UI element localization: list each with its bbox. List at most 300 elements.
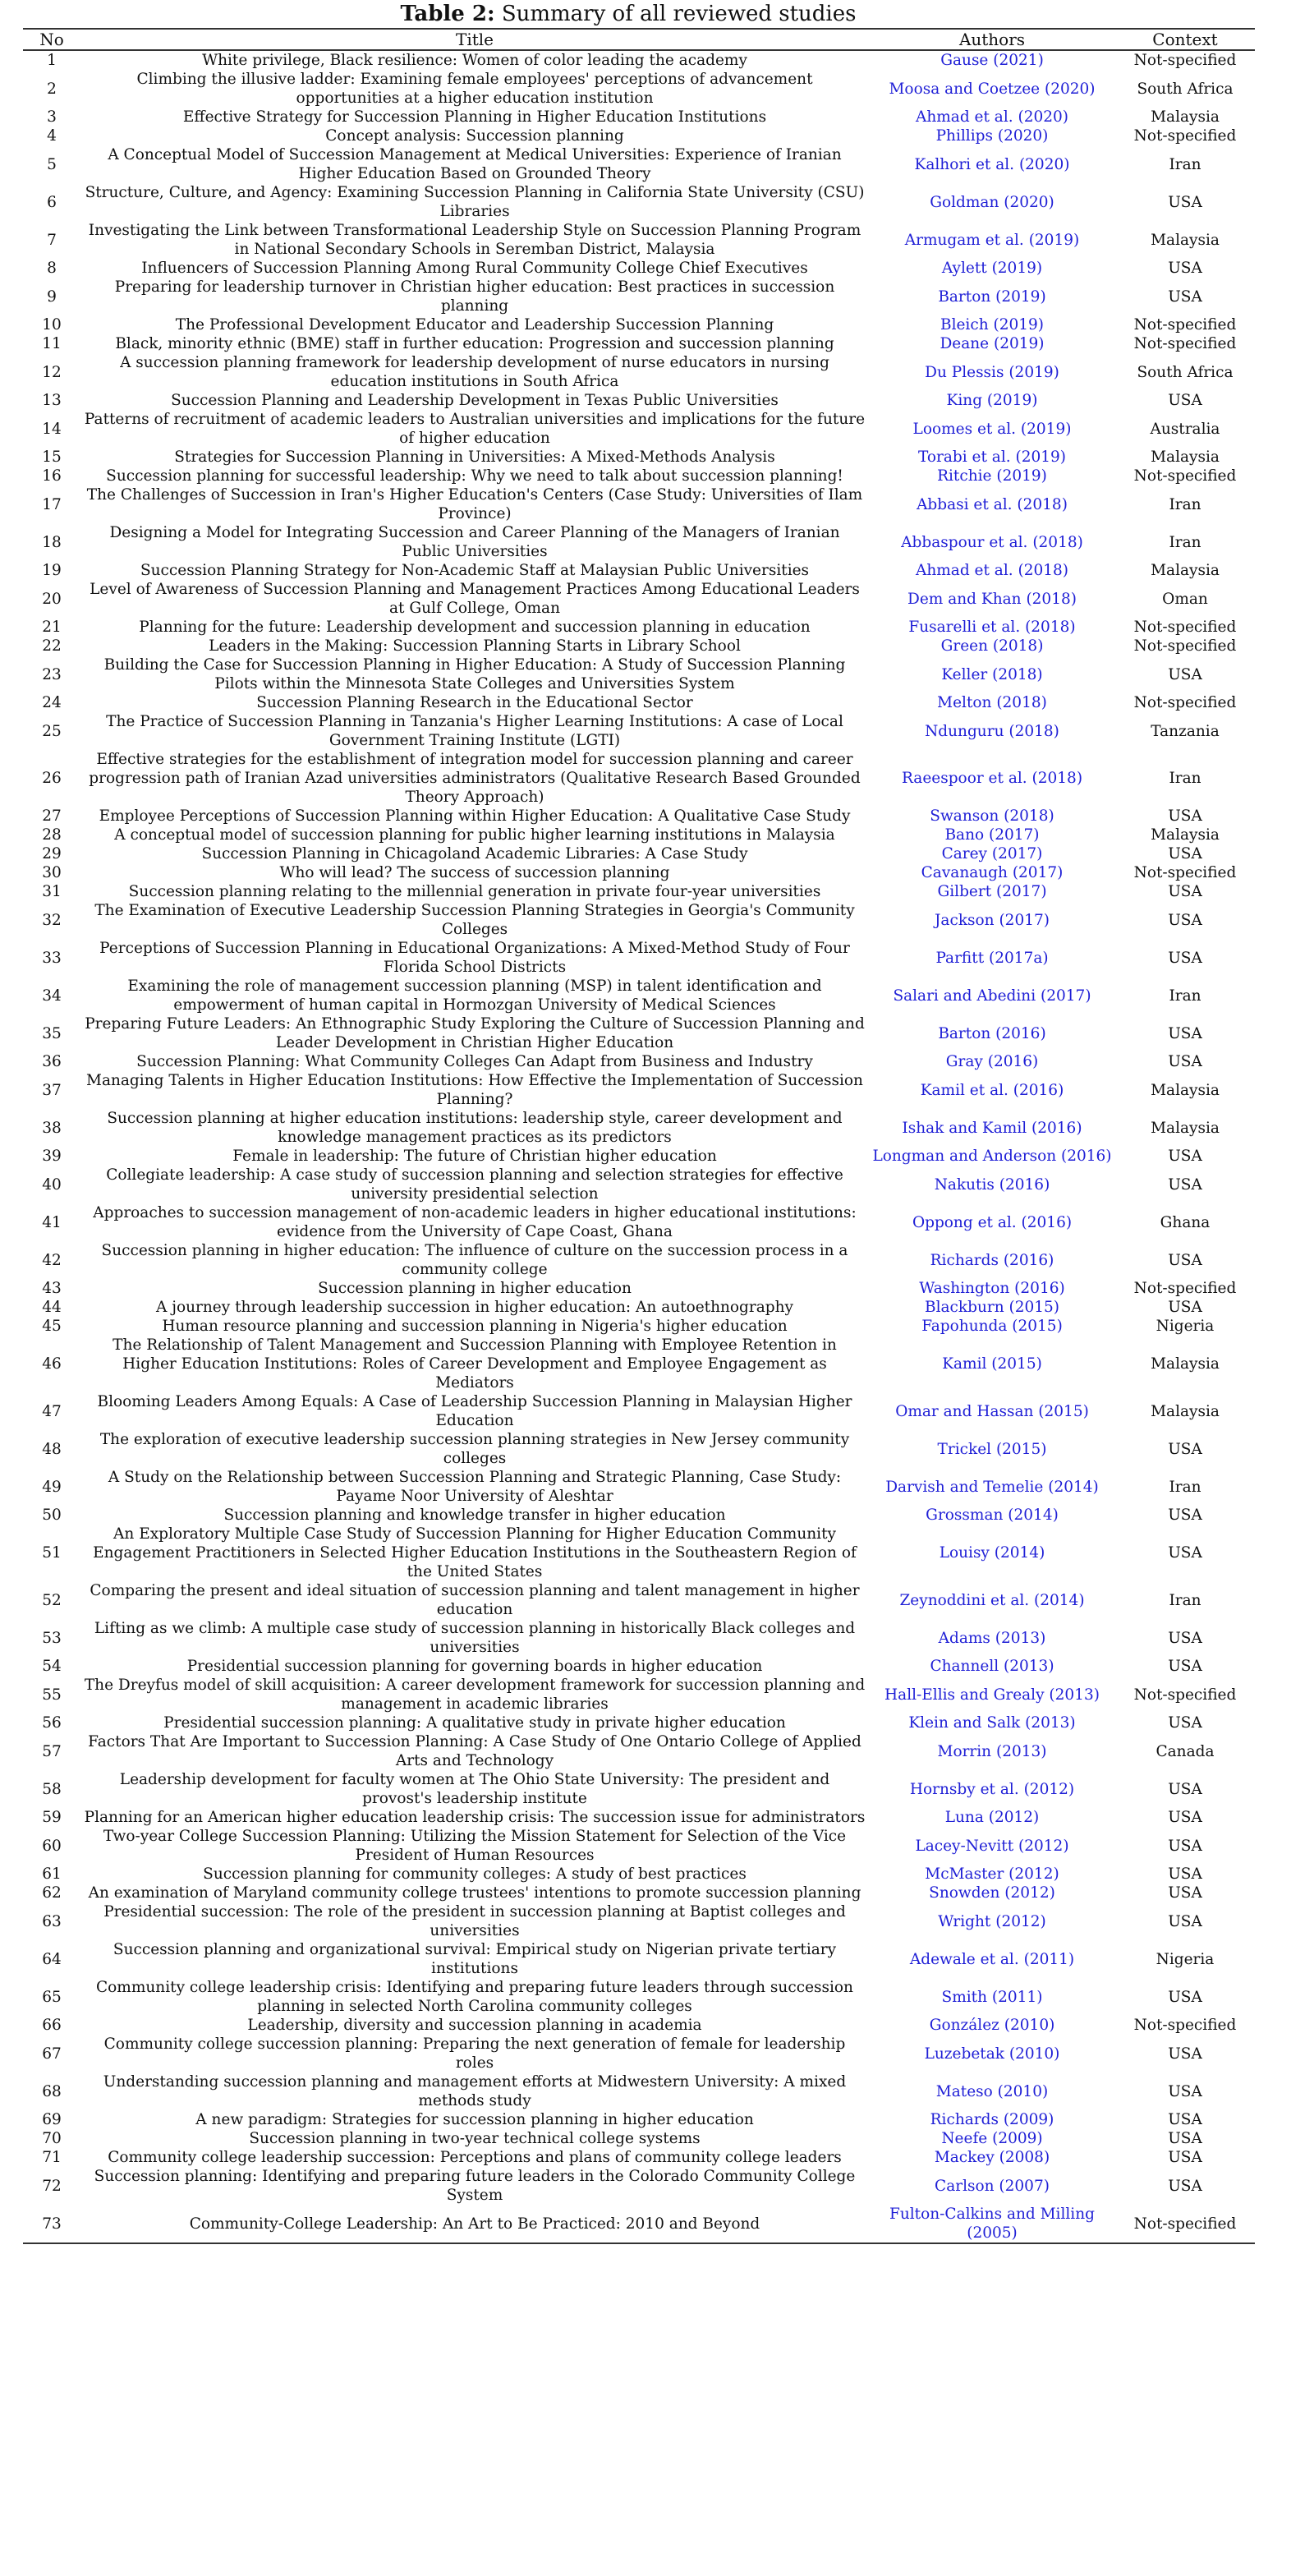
table-row (23, 2016, 1255, 2035)
row-authors[interactable]: Barton (2019) (938, 288, 1046, 306)
header-no: No (23, 29, 80, 50)
row-title: Planning for the future: Leadership development and succession planning in education (139, 619, 811, 636)
row-title: Succession planning at higher education institutions: leadership style, career development and knowledge management practices as its predictors (107, 1110, 843, 1146)
row-authors[interactable]: Smith (2011) (941, 1988, 1043, 2006)
table-row (23, 1166, 1255, 1203)
table-row (23, 693, 1255, 712)
row-title: Succession planning and organizational survival: Empirical study on Nigerian private tertiary institutions (113, 1941, 837, 1977)
row-authors[interactable]: Armugam et al. (2019) (904, 231, 1080, 249)
row-authors[interactable]: Louisy (2014) (939, 1544, 1045, 1562)
row-title: Two-year College Succession Planning: Utilizing the Mission Statement for Selection of the Vice President of Human Resources (103, 1828, 847, 1864)
row-authors[interactable]: Longman and Anderson (2016) (872, 1148, 1112, 1165)
row-number: 31 (42, 883, 62, 900)
row-context: USA (1168, 1440, 1202, 1458)
row-title: White privilege, Black resilience: Women of color leading the academy (202, 52, 747, 69)
row-title: The Examination of Executive Leadership Succession Planning Strategies in Georgia's Community Colleges (94, 902, 855, 938)
table-row (23, 353, 1255, 391)
row-context: Malaysia (1151, 1355, 1220, 1373)
row-authors[interactable]: Channell (2013) (930, 1658, 1054, 1675)
row-number: 53 (42, 1629, 62, 1647)
row-context: Not-specified (1133, 619, 1237, 636)
row-context: Malaysia (1151, 826, 1220, 844)
table-row (23, 561, 1255, 580)
row-title: A journey through leadership succession in higher education: An autoethnography (156, 1299, 793, 1316)
header-title: Title (80, 29, 869, 50)
table-row (23, 1714, 1255, 1732)
table-row (23, 467, 1255, 485)
row-title: Succession Planning Research in the Educational Sector (256, 694, 693, 711)
row-context: Not-specified (1133, 864, 1237, 881)
row-authors[interactable]: Goldman (2020) (930, 193, 1054, 211)
row-authors[interactable]: Keller (2018) (941, 665, 1043, 683)
table-row (23, 1052, 1255, 1071)
row-title: Presidential succession: The role of the president in succession planning at Baptist colleges and universities (103, 1903, 846, 1939)
row-number: 18 (42, 533, 62, 551)
row-number: 24 (42, 694, 62, 711)
row-title: Black, minority ethnic (BME) staff in further education: Progression and succession planning (115, 335, 834, 352)
row-context: USA (1168, 1251, 1202, 1269)
row-context: Not-specified (1133, 694, 1237, 711)
row-context: USA (1168, 193, 1202, 211)
row-context: Not-specified (1133, 316, 1237, 334)
row-authors[interactable]: Blackburn (2015) (924, 1299, 1060, 1316)
row-authors[interactable]: Phillips (2020) (935, 127, 1049, 145)
row-context: USA (1168, 1175, 1202, 1194)
table-row (23, 1827, 1255, 1865)
row-title: Blooming Leaders Among Equals: A Case of Leadership Succession Planning in Malaysian Higher Education (97, 1393, 852, 1429)
row-authors[interactable]: Fusarelli et al. (2018) (908, 619, 1076, 636)
row-authors[interactable]: Deane (2019) (940, 335, 1045, 352)
table-body (23, 50, 1255, 2243)
table-row (23, 1865, 1255, 1884)
table-row (23, 334, 1255, 353)
row-number: 36 (42, 1053, 62, 1070)
table-row (23, 183, 1255, 221)
row-number: 66 (42, 2017, 62, 2034)
row-context: Iran (1169, 155, 1201, 173)
row-authors[interactable]: Neefe (2009) (941, 2130, 1043, 2147)
row-context: USA (1168, 807, 1202, 825)
table-row (23, 523, 1255, 561)
row-context: Not-specified (1133, 2017, 1237, 2034)
table-row (23, 126, 1255, 145)
table-row (23, 750, 1255, 807)
table-row (23, 580, 1255, 618)
row-context: USA (1168, 2177, 1202, 2195)
table-row (23, 145, 1255, 183)
row-authors[interactable]: González (2010) (929, 2017, 1055, 2034)
row-authors[interactable]: Ritchie (2019) (937, 467, 1047, 485)
row-title: A succession planning framework for leadership development of nurse educators in nursing education institutions in South Africa (120, 354, 829, 390)
row-authors[interactable]: Ahmad et al. (2020) (915, 108, 1069, 126)
row-title: A Study on the Relationship between Succession Planning and Strategic Planning, Case Study: Payame Noor University of Aleshtar (108, 1469, 842, 1505)
row-number: 12 (42, 363, 62, 381)
table-row (23, 1336, 1255, 1392)
row-context: Australia (1150, 420, 1220, 438)
row-context: Iran (1169, 1591, 1201, 1609)
table-row (23, 2167, 1255, 2205)
row-context: USA (1168, 1053, 1202, 1070)
row-context: Malaysia (1151, 231, 1220, 249)
table-row (23, 2148, 1255, 2167)
row-number: 59 (42, 1809, 62, 1826)
row-authors[interactable]: Melton (2018) (937, 694, 1047, 711)
row-authors[interactable]: Parfitt (2017a) (935, 949, 1049, 967)
row-number: 13 (42, 392, 62, 409)
row-authors[interactable]: Morrin (2013) (937, 1742, 1047, 1760)
row-number: 11 (42, 335, 62, 352)
row-title: The Professional Development Educator and Leadership Succession Planning (175, 316, 774, 334)
row-number: 46 (42, 1355, 62, 1373)
row-number: 57 (42, 1742, 62, 1760)
row-authors[interactable]: Gilbert (2017) (937, 883, 1047, 900)
row-authors[interactable]: Carlson (2007) (935, 2177, 1050, 2195)
row-number: 52 (42, 1591, 62, 1609)
table-row (23, 1525, 1255, 1581)
row-number: 62 (42, 1884, 62, 1902)
table-row (23, 939, 1255, 977)
row-title: Preparing for leadership turnover in Christian higher education: Best practices in succession planning (114, 278, 835, 315)
row-authors[interactable]: Fulton-Calkins and Milling (2005) (869, 2205, 1115, 2243)
table-row (23, 410, 1255, 448)
row-title: Influencers of Succession Planning Among Rural Community College Chief Executives (141, 260, 808, 277)
table-row (23, 1732, 1255, 1770)
row-context: USA (1168, 1629, 1202, 1647)
table-row (23, 712, 1255, 750)
row-title: Approaches to succession management of non-academic leaders in higher educational institutions: evidence from the University of Cape Coast, Ghana (93, 1204, 857, 1240)
studies-table (23, 28, 1255, 2244)
table-row (23, 882, 1255, 901)
row-authors[interactable]: Trickel (2015) (937, 1440, 1047, 1458)
row-context: USA (1168, 911, 1202, 929)
table-row (23, 807, 1255, 826)
table-row (23, 826, 1255, 844)
row-title: Succession planning in two-year technical college systems (249, 2130, 701, 2147)
row-authors[interactable]: Fapohunda (2015) (921, 1318, 1063, 1335)
row-number: 68 (42, 2082, 62, 2100)
row-title: Perceptions of Succession Planning in Educational Organizations: A Mixed-Method Study of Four Florida School Districts (99, 940, 850, 976)
row-context: Oman (1162, 590, 1208, 608)
table-row (23, 1506, 1255, 1525)
row-title: Climbing the illusive ladder: Examining female employees' perceptions of advancement opportunities at a higher education institution (136, 71, 813, 107)
row-context: Malaysia (1151, 562, 1220, 579)
row-context: Iran (1169, 987, 1201, 1005)
row-authors[interactable]: King (2019) (946, 392, 1038, 409)
table-row (23, 863, 1255, 882)
row-number: 55 (42, 1686, 62, 1704)
row-authors[interactable]: Darvish and Temelie (2014) (885, 1478, 1099, 1496)
row-authors[interactable]: Du Plessis (2019) (925, 363, 1059, 381)
table-row (23, 1581, 1255, 1619)
table-row (23, 1109, 1255, 1147)
table-row (23, 1014, 1255, 1052)
row-authors[interactable]: Omar and Hassan (2015) (895, 1402, 1089, 1420)
row-authors[interactable]: Salari and Abedini (2017) (893, 987, 1091, 1005)
row-number: 3 (47, 108, 57, 126)
row-authors[interactable]: Ishak and Kamil (2016) (902, 1119, 1082, 1137)
row-context: USA (1168, 1837, 1202, 1855)
row-authors[interactable]: Richards (2016) (930, 1251, 1054, 1269)
row-context: Nigeria (1155, 1950, 1215, 1968)
row-number: 26 (42, 770, 62, 787)
row-number: 33 (42, 949, 62, 967)
row-number: 58 (42, 1780, 62, 1798)
row-authors[interactable]: Oppong et al. (2016) (912, 1213, 1073, 1231)
row-title: Effective Strategy for Succession Planning in Higher Education Institutions (182, 108, 767, 126)
row-number: 54 (42, 1658, 62, 1675)
table-row (23, 901, 1255, 939)
row-context: South Africa (1137, 363, 1234, 381)
row-authors[interactable]: Kamil et al. (2016) (920, 1081, 1064, 1099)
row-authors[interactable]: Adams (2013) (938, 1629, 1046, 1647)
row-title: Female in leadership: The future of Christian higher education (232, 1148, 717, 1165)
row-context: USA (1168, 949, 1202, 967)
row-number: 19 (42, 562, 62, 579)
row-title: Designing a Model for Integrating Succession and Career Planning of the Managers of Iranian Public Universities (109, 524, 840, 560)
table-row (23, 2072, 1255, 2110)
row-authors[interactable]: Kamil (2015) (942, 1355, 1042, 1373)
table-caption (0, 0, 1257, 28)
row-authors[interactable]: Ahmad et al. (2018) (915, 562, 1069, 579)
table-row (23, 1071, 1255, 1109)
row-authors[interactable]: Lacey-Nevitt (2012) (915, 1837, 1069, 1855)
table-row (23, 2205, 1255, 2243)
row-authors[interactable]: Adewale et al. (2011) (909, 1950, 1075, 1968)
row-context: USA (1168, 1865, 1202, 1883)
row-authors[interactable]: Mateso (2010) (935, 2082, 1049, 2100)
row-authors[interactable]: Carey (2017) (941, 845, 1043, 862)
row-title: Presidential succession planning: A qualitative study in private higher education (163, 1714, 786, 1732)
row-context: USA (1168, 392, 1202, 409)
row-title: The Practice of Succession Planning in Tanzania's Higher Learning Institutions: A case of Local Government Training Institute (LGTI) (106, 713, 843, 749)
row-number: 17 (42, 495, 62, 513)
row-context: South Africa (1137, 80, 1234, 98)
row-authors[interactable]: Bano (2017) (944, 826, 1040, 844)
table-row (23, 50, 1255, 70)
row-title: The Dreyfus model of skill acquisition: A career development framework for succession planning and management in academic libraries (84, 1677, 866, 1713)
row-title: Managing Talents in Higher Education Institutions: How Effective the Implementation of Succession Planning? (86, 1072, 863, 1108)
row-authors[interactable]: Hornsby et al. (2012) (909, 1780, 1075, 1798)
table-row (23, 1241, 1255, 1279)
row-number: 37 (42, 1081, 62, 1099)
table-row (23, 259, 1255, 278)
table-row (23, 656, 1255, 693)
row-number: 6 (47, 193, 57, 211)
row-number: 64 (42, 1950, 62, 1968)
row-context: USA (1168, 665, 1202, 683)
row-title: Succession planning: Identifying and preparing future leaders in the Colorado Community College System (94, 2168, 856, 2204)
row-title: Patterns of recruitment of academic leaders to Australian universities and implications for the future of higher education (84, 411, 866, 447)
row-number: 28 (42, 826, 62, 844)
row-title: A conceptual model of succession planning for public higher learning institutions in Malaysia (114, 826, 835, 844)
row-title: Investigating the Link between Transformational Leadership Style on Succession Planning Program in National Secondary Schools in Seremban District, Malaysia (88, 222, 861, 258)
row-authors[interactable]: Nakutis (2016) (934, 1175, 1050, 1194)
row-title: Community college succession planning: Preparing the next generation of female for leadership roles (103, 2036, 846, 2072)
row-number: 45 (42, 1318, 62, 1335)
row-authors[interactable]: Jackson (2017) (935, 911, 1050, 929)
row-authors[interactable]: Hall-Ellis and Grealy (2013) (884, 1686, 1100, 1704)
row-title: Leadership, diversity and succession planning in academia (247, 2017, 702, 2034)
row-authors[interactable]: Moosa and Coetzee (2020) (889, 80, 1096, 98)
table-row (23, 315, 1255, 334)
row-number: 5 (47, 155, 57, 173)
row-authors[interactable]: Abbaspour et al. (2018) (901, 533, 1083, 551)
row-title: Human resource planning and succession planning in Nigeria's higher education (162, 1318, 788, 1335)
row-number: 73 (23, 2205, 80, 2243)
row-context: Not-specified (1133, 1280, 1237, 1297)
row-title: Succession Planning and Leadership Development in Texas Public Universities (171, 392, 779, 409)
table-row (23, 1657, 1255, 1676)
row-authors[interactable]: Washington (2016) (919, 1280, 1065, 1297)
row-title: Strategies for Succession Planning in Universities: A Mixed-Methods Analysis (174, 448, 775, 466)
row-number: 7 (47, 231, 57, 249)
row-title: An examination of Maryland community college trustees' intentions to promote succession planning (88, 1884, 861, 1902)
row-number: 15 (42, 448, 62, 466)
row-title: Structure, Culture, and Agency: Examining Succession Planning in California State University (CSU) Libraries (85, 184, 865, 220)
row-context: USA (1168, 260, 1202, 277)
row-number: 56 (42, 1714, 62, 1732)
row-title: Who will lead? The success of succession planning (279, 864, 670, 881)
row-authors[interactable]: Richards (2009) (930, 2111, 1054, 2128)
table-row (23, 2129, 1255, 2148)
row-title: The Challenges of Succession in Iran's Higher Education's Centers (Case Study: Universities of Ilam Province) (86, 486, 863, 522)
table-row (23, 844, 1255, 863)
row-context: USA (1168, 2149, 1202, 2166)
table-row (23, 637, 1255, 656)
row-authors[interactable]: Torabi et al. (2019) (917, 448, 1067, 466)
row-authors[interactable]: Green (2018) (940, 637, 1044, 655)
row-authors[interactable]: Kalhori et al. (2020) (914, 155, 1070, 173)
table-row (23, 1808, 1255, 1827)
row-context: USA (1168, 1884, 1202, 1902)
row-authors[interactable]: Raeespoor et al. (2018) (901, 770, 1083, 787)
row-context: Not-specified (1133, 127, 1237, 145)
row-title: A new paradigm: Strategies for succession planning in higher education (195, 2111, 754, 2128)
row-title: Understanding succession planning and management efforts at Midwestern University: A mixed methods study (103, 2073, 847, 2109)
row-context: USA (1168, 1988, 1202, 2006)
row-context: Malaysia (1151, 1081, 1220, 1099)
row-number: 48 (42, 1440, 62, 1458)
row-context: Not-specified (1115, 2205, 1255, 2243)
row-number: 4 (47, 127, 57, 145)
row-title: Preparing Future Leaders: An Ethnographic Study Exploring the Culture of Succession Planning and Leader Development in Christian Higher Education (85, 1015, 865, 1051)
row-title: Employee Perceptions of Succession Planning within Higher Education: A Qualitative Case Study (99, 807, 851, 825)
row-authors[interactable]: Ndunguru (2018) (925, 722, 1059, 740)
row-title: Lifting as we climb: A multiple case study of succession planning in historically Black colleges and universities (94, 1620, 856, 1656)
row-authors[interactable]: Klein and Salk (2013) (908, 1714, 1076, 1732)
row-context: Nigeria (1155, 1318, 1215, 1335)
caption-label: Table 2: (400, 2, 495, 26)
row-authors[interactable]: Abbasi et al. (2018) (917, 495, 1068, 513)
row-authors[interactable]: Swanson (2018) (930, 807, 1054, 825)
caption-text: Summary of all reviewed studies (501, 2, 857, 26)
row-authors[interactable]: Dem and Khan (2018) (907, 590, 1077, 608)
row-authors[interactable]: Zeynoddini et al. (2014) (899, 1591, 1085, 1609)
table-row (23, 1619, 1255, 1657)
row-title: Building the Case for Succession Planning in Higher Education: A Study of Succession Planning Pilots within the Minnesota State Colleges and Universities System (103, 656, 846, 692)
row-number: 50 (42, 1506, 62, 1524)
row-title: Leadership development for faculty women at The Ohio State University: The president and provost's leadership institute (119, 1771, 830, 1807)
table-row (23, 448, 1255, 467)
row-title: Community college leadership crisis: Identifying and preparing future leaders through succession planning in selected North Carolina community colleges (96, 1979, 853, 2015)
row-title: The exploration of executive leadership succession planning strategies in New Jersey community colleges (99, 1431, 850, 1467)
header-authors: Authors (869, 29, 1115, 50)
table-row (23, 1884, 1255, 1902)
row-context: Not-specified (1133, 1686, 1237, 1704)
row-number: 43 (42, 1280, 62, 1297)
row-number: 47 (42, 1402, 62, 1420)
row-authors[interactable]: Wright (2012) (938, 1912, 1046, 1930)
table-row (23, 1298, 1255, 1317)
row-authors[interactable]: Aylett (2019) (941, 260, 1043, 277)
row-title: Presidential succession planning for governing boards in higher education (186, 1658, 763, 1675)
row-number: 44 (42, 1299, 62, 1316)
row-title: Succession Planning in Chicagoland Academic Libraries: A Case Study (201, 845, 748, 862)
row-authors[interactable]: Gause (2021) (940, 52, 1044, 69)
row-number: 65 (42, 1988, 62, 2006)
row-number: 67 (42, 2045, 62, 2063)
row-context: Not-specified (1133, 467, 1237, 485)
row-number: 25 (42, 722, 62, 740)
row-context: USA (1168, 2045, 1202, 2063)
row-authors[interactable]: Grossman (2014) (926, 1506, 1059, 1524)
row-authors[interactable]: Luna (2012) (944, 1809, 1040, 1826)
row-title: Succession Planning Strategy for Non-Academic Staff at Malaysian Public Universities (140, 562, 810, 579)
row-authors[interactable]: McMaster (2012) (925, 1865, 1059, 1883)
table-row (23, 1203, 1255, 1241)
row-number: 61 (42, 1865, 62, 1883)
table-row (23, 278, 1255, 315)
row-authors[interactable]: Snowden (2012) (929, 1884, 1055, 1902)
row-context: Not-specified (1133, 52, 1237, 69)
table-row (23, 1430, 1255, 1468)
row-title: Planning for an American higher education leadership crisis: The succession issue for administrators (84, 1809, 866, 1826)
row-number: 51 (42, 1544, 62, 1562)
row-context: Not-specified (1133, 637, 1237, 655)
row-context: USA (1168, 1780, 1202, 1798)
table-row (23, 391, 1255, 410)
row-authors[interactable]: Gray (2016) (945, 1053, 1039, 1070)
table-row (23, 2110, 1255, 2129)
row-title: Community-College Leadership: An Art to Be Practiced: 2010 and Beyond (80, 2205, 869, 2243)
row-number: 2 (47, 80, 57, 98)
row-title: Level of Awareness of Succession Planning and Management Practices Among Educational Leaders at Gulf College, Oman (90, 581, 860, 617)
row-title: A Conceptual Model of Succession Management at Medical Universities: Experience of Iranian Higher Education Based on Grounded Theory (108, 146, 842, 182)
row-authors[interactable]: Luzebetak (2010) (924, 2045, 1060, 2063)
row-authors[interactable]: Loomes et al. (2019) (912, 420, 1072, 438)
table-row (23, 1770, 1255, 1808)
row-context: USA (1168, 1506, 1202, 1524)
row-number: 60 (42, 1837, 62, 1855)
row-context: Malaysia (1151, 108, 1220, 126)
row-number: 21 (42, 619, 62, 636)
row-authors[interactable]: Bleich (2019) (940, 316, 1045, 334)
row-context: Malaysia (1151, 448, 1220, 466)
table-row (23, 221, 1255, 259)
row-context: Iran (1169, 495, 1201, 513)
table-row (23, 977, 1255, 1014)
row-number: 22 (42, 637, 62, 655)
table-row (23, 1978, 1255, 2016)
table-row (23, 1317, 1255, 1336)
table-row (23, 1147, 1255, 1166)
row-authors[interactable]: Barton (2016) (938, 1024, 1046, 1042)
row-title: Succession planning in higher education: The influence of culture on the succession process in a community college (101, 1242, 848, 1278)
row-authors[interactable]: Cavanaugh (2017) (921, 864, 1064, 881)
row-number: 69 (42, 2111, 62, 2128)
row-authors[interactable]: Mackey (2008) (934, 2149, 1050, 2166)
row-number: 70 (42, 2130, 62, 2147)
